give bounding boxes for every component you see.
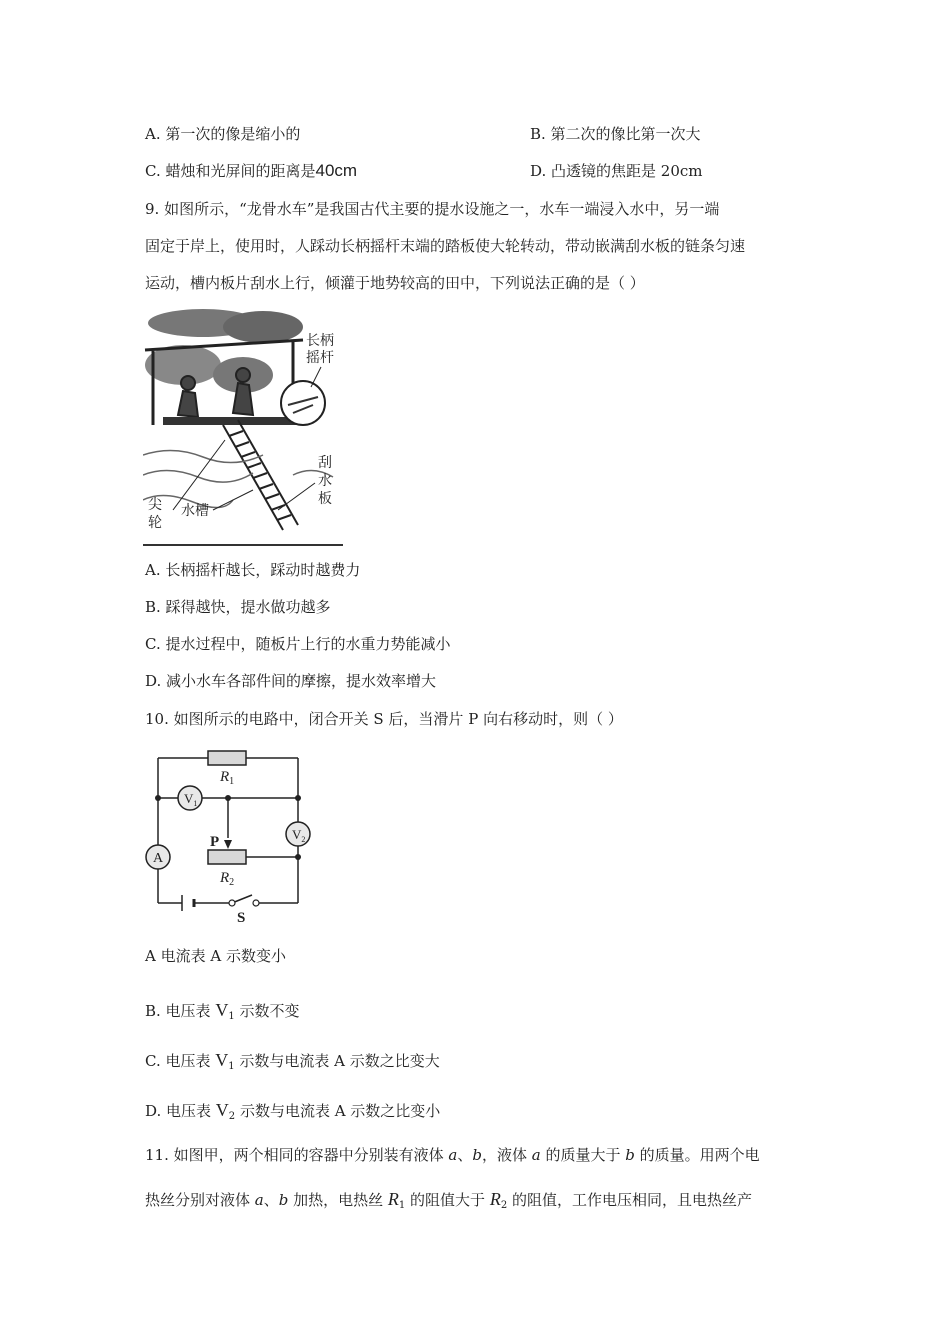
v1-label: $V_1$	[184, 791, 198, 808]
q11-text: 的阻值，工作电压相同，且电热丝产	[507, 1191, 752, 1209]
q8-option-a: A. 第一次的像是缩小的	[145, 125, 301, 143]
label-wheel-1: 尖	[148, 498, 162, 513]
water-wheel-figure	[143, 305, 343, 548]
q8-option-d: D. 凸透镜的焦距是 20cm	[530, 162, 703, 180]
r2-label: $R_2$	[220, 870, 235, 888]
q11-text: 加热，电热丝	[288, 1191, 388, 1209]
label-wheel-2: 轮	[148, 516, 162, 531]
q11-var: b	[278, 1191, 289, 1209]
q11-text: 的质量。用两个电	[634, 1146, 760, 1164]
q10-option-d-text: D. 电压表	[145, 1102, 216, 1120]
ammeter-label: A	[153, 851, 164, 866]
circuit-diagram	[140, 745, 330, 925]
q11-text: ，液体	[481, 1146, 532, 1164]
q10-option-b-sub: 1	[228, 1011, 235, 1022]
q9-option-d: D. 减小水车各部件间的摩擦，提水效率增大	[145, 672, 437, 690]
q11-stem-line1	[145, 1145, 760, 1165]
label-handle-2: 摇杆	[306, 351, 334, 366]
q11-r2-symbol: R	[489, 1189, 501, 1209]
slider-p-label: P	[210, 834, 220, 850]
v2-label: $V_2$	[292, 827, 306, 844]
q10-stem: 10. 如图所示的电路中，闭合开关 S 后，当滑片 P 向右移动时，则（ ）	[145, 710, 623, 728]
r1-label: $R_1$	[220, 769, 235, 787]
q9-option-c: C. 提水过程中，随板片上行的水重力势能减小	[145, 635, 451, 653]
q10-option-b-text: B. 电压表	[145, 1002, 216, 1020]
q8-option-c-text: C. 蜡烛和光屏间的距离是	[145, 162, 316, 180]
q11-var: b	[625, 1146, 635, 1164]
q11-var: b	[472, 1146, 482, 1164]
q11-r2-sub: 2	[500, 1200, 508, 1211]
q9-stem-line3: 运动，槽内板片刮水上行，倾灌于地势较高的田中，下列说法正确的是（ ）	[145, 274, 645, 292]
q11-text: 热丝分别对液体	[145, 1191, 255, 1209]
q11-var: a	[254, 1191, 264, 1209]
q10-option-d-sub: 2	[228, 1111, 236, 1122]
q11-r1-symbol: R	[387, 1189, 399, 1209]
q11-text: 的阻值大于	[405, 1191, 490, 1209]
q11-text: 11. 如图甲，两个相同的容器中分别装有液体	[145, 1146, 449, 1164]
q11-text: 、	[457, 1146, 473, 1164]
q9-stem-line2: 固定于岸上，使用时，人踩动长柄摇杆末端的踏板使大轮转动，带动嵌满刮水板的链条匀速	[145, 237, 746, 255]
q11-var: a	[531, 1146, 541, 1164]
q11-text: 、	[263, 1191, 279, 1209]
q8-option-c-value: 40cm	[315, 161, 358, 180]
q10-option-c-text: C. 电压表	[145, 1052, 216, 1070]
label-handle-1: 长柄	[306, 334, 334, 349]
q10-option-b-rest: 示数不变	[234, 1002, 300, 1020]
q10-option-c-symbol: V	[215, 1050, 229, 1070]
label-scraper-3: 板	[318, 492, 332, 507]
q10-option-a: A 电流表 A 示数变小	[145, 947, 286, 965]
q11-var: a	[448, 1146, 458, 1164]
label-scraper-2: 水	[318, 474, 332, 489]
q9-stem-line1: 9. 如图所示，“龙骨水车”是我国古代主要的提水设施之一，水车一端浸入水中，另一端	[145, 200, 720, 218]
q10-option-c-sub: 1	[228, 1061, 235, 1072]
q10-option-b	[145, 1000, 299, 1027]
q10-option-d-symbol: V	[215, 1100, 229, 1120]
q11-stem-line2	[145, 1189, 752, 1216]
q11-r1-sub: 1	[398, 1200, 406, 1211]
q10-option-b-symbol: V	[215, 1000, 229, 1020]
q11-text: 的质量大于	[540, 1146, 626, 1164]
q9-option-a: A. 长柄摇杆越长，踩动时越费力	[145, 561, 361, 579]
switch-s-label: S	[237, 910, 246, 925]
q10-option-d	[145, 1100, 440, 1127]
q10-option-c	[145, 1050, 440, 1077]
q10-option-d-rest: 示数与电流表 A 示数之比变小	[235, 1102, 441, 1120]
label-trough: 水槽	[181, 504, 209, 519]
q10-option-c-rest: 示数与电流表 A 示数之比变大	[234, 1052, 440, 1070]
label-scraper-1: 刮	[318, 456, 332, 471]
q8-option-c	[145, 161, 357, 181]
q8-option-b: B. 第二次的像比第一次大	[530, 125, 701, 143]
q9-option-b: B. 踩得越快，提水做功越多	[145, 598, 331, 616]
